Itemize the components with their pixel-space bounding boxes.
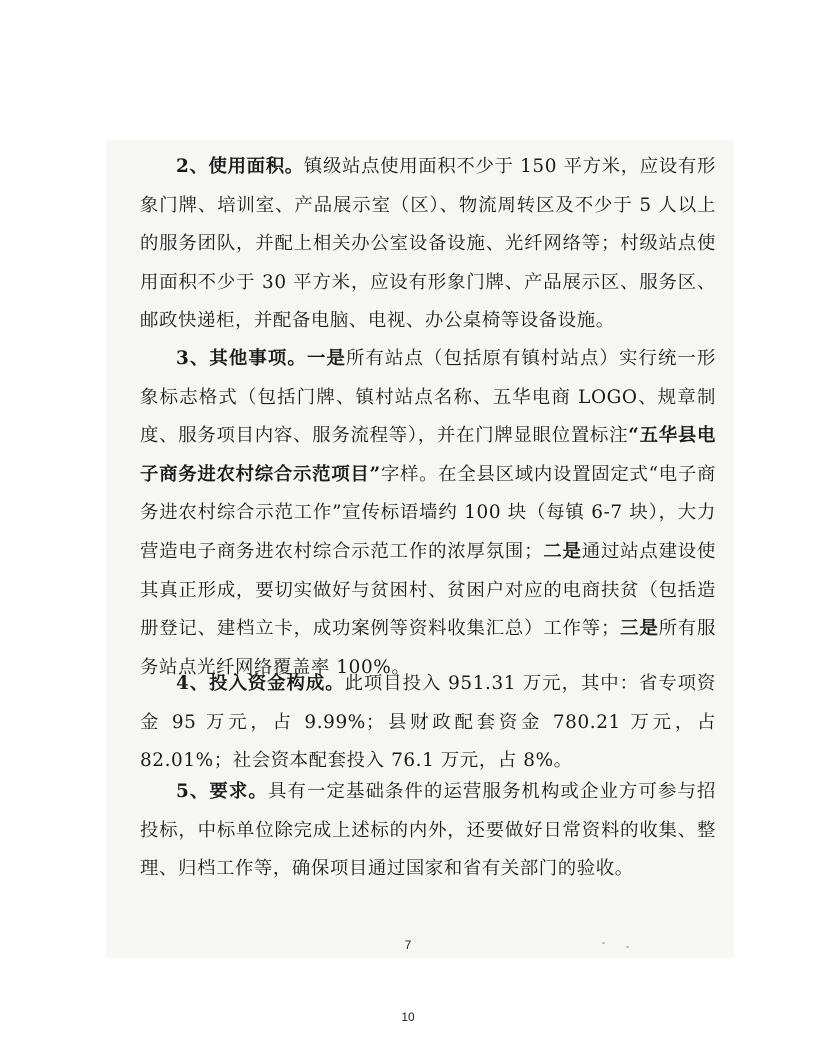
section-heading: 4、投入资金构成。 [176, 673, 345, 694]
section-body-part: 所有服务站点光纤网络覆盖率 100%。 [140, 618, 716, 678]
inner-page-number: 7 [404, 938, 412, 952]
section-heading: 5、要求。 [176, 781, 268, 802]
section-heading: 3、其他事项。 [176, 348, 307, 369]
section-body: 此项目投入 951.31 万元，其中：省专项资金 95 万元，占 9.99%；县财政配套资金 780.21 万元，占 82.01%；社会资本配套投入 76.1 万元，占 8%。 [140, 673, 717, 772]
emphasis-project-name: “五华县电子商务进农村综合示范项目” [140, 425, 716, 485]
section-body-part: 字样。在全县区域内设置固定式“电子商务进农村综合示范工作”宣传标语墙约 100 块（每镇 6-7 块），大力营造电子商务进农村综合示范工作的浓厚氛围； [140, 463, 716, 562]
section-funding [140, 665, 716, 781]
section-body-part: 所有站点（包括原有镇村站点）实行统一形象标志格式（包括门牌、镇村站点名称、五华电商 LOGO、规章制度、服务项目内容、服务流程等），并在门牌显眼位置标注 [140, 348, 717, 447]
section-body: 具有一定基础条件的运营服务机构或企业方可参与招投标，中标单位除完成上述标的内外，还要做好日常资料的收集、整理、归档工作等，确保项目通过国家和省有关部门的验收。 [140, 781, 717, 880]
emphasis-third: 三是 [619, 618, 659, 640]
section-usage-area [140, 148, 716, 341]
section-requirements [140, 773, 716, 889]
section-body: 镇级站点使用面积不少于 150 平方米，应设有形象门牌、培训室、产品展示室（区）、物流周转区及不少于 5 人以上的服务团队，并配上相关办公室设备设施、光纤网络等；村级站点使用面积不少于 30 平方米，应设有形象门牌、产品展示区、服务区、邮政快递柜，并配备电脑、电视、办公桌椅等设备设施。 [140, 156, 716, 332]
emphasis-second: 二是 [543, 540, 582, 562]
emphasis-first: 一是 [306, 348, 346, 369]
section-body-part: 通过站点建设使其真正形成，要切实做好与贫困村、贫困户对应的电商扶贫（包括造册登记、建档立卡，成功案例等资料收集汇总）工作等； [140, 540, 716, 640]
section-other-items [140, 340, 716, 687]
section-heading: 2、使用面积。 [176, 156, 304, 177]
page-number: 10 [401, 1010, 415, 1024]
